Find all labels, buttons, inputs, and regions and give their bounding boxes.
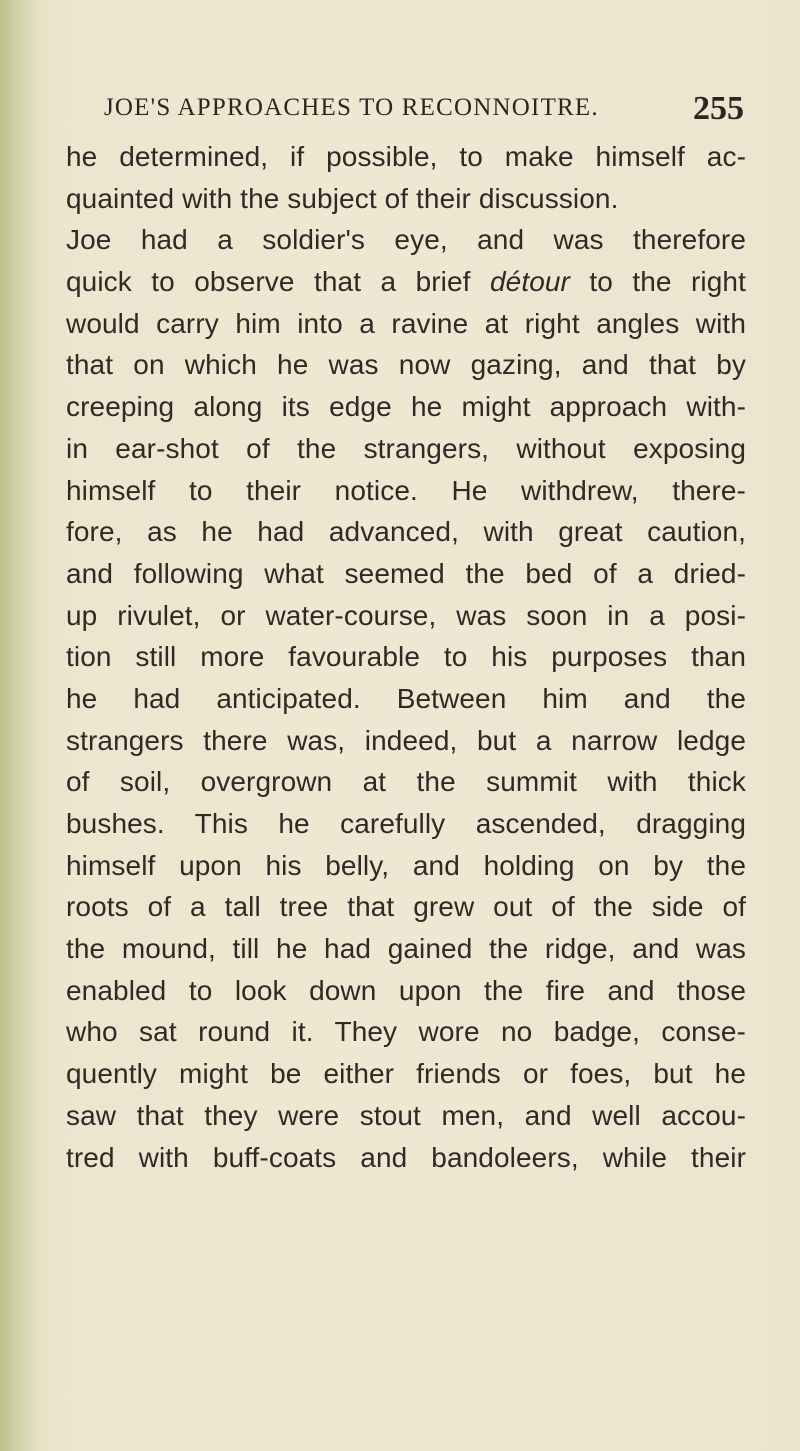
page-header — [104, 90, 744, 130]
text-line: bushes. This he carefully ascended, dragging — [66, 808, 746, 839]
text-line: he determined, if possible, to make himself ac- — [66, 141, 746, 172]
text-segment: to the right — [589, 266, 746, 298]
text-line: up rivulet, or water-course, was soon in a posi- — [66, 599, 746, 631]
italic-word: détour — [489, 266, 570, 298]
text-line: that on which he was now gazing, and that by — [66, 349, 746, 381]
text-line: enabled to look down upon the fire and those — [66, 974, 746, 1006]
text-line: himself to their notice. He withdrew, there- — [66, 474, 746, 506]
gutter-shadow — [0, 0, 40, 1451]
text-line: of soil, overgrown at the summit with thick — [66, 766, 746, 798]
text-line: he had anticipated. Between him and the — [66, 682, 746, 714]
text-line: who sat round it. They wore no badge, conse- — [66, 1016, 746, 1048]
text-line: quently might be either friends or foes, but he — [66, 1058, 746, 1090]
text-line: creeping along its edge he might approach with- — [66, 391, 746, 423]
text-line: tion still more favourable to his purposes than — [66, 641, 746, 673]
page-number: 255 — [693, 90, 744, 127]
text-line: himself upon his belly, and holding on by the — [66, 849, 746, 881]
text-segment: quick to observe that a brief — [66, 266, 471, 298]
text-line: strangers there was, indeed, but a narrow ledge — [66, 724, 746, 756]
text-line: saw that they were stout men, and well accou- — [66, 1099, 746, 1131]
text-line: quainted with the subject of their discussion. — [66, 182, 619, 214]
body-text — [66, 136, 746, 1178]
text-line: the mound, till he had gained the ridge, and was — [66, 933, 746, 965]
running-head: JOE'S APPROACHES TO RECONNOITRE. — [104, 94, 599, 121]
text-line: Joe had a soldier's eye, and was therefore — [66, 224, 746, 256]
text-line: tred with buff-coats and bandoleers, while their — [66, 1141, 746, 1173]
text-line: fore, as he had advanced, with great caution, — [66, 516, 746, 548]
text-line-with-italic — [66, 261, 746, 303]
text-line: and following what seemed the bed of a dried- — [66, 557, 746, 589]
text-line: would carry him into a ravine at right angles with — [66, 307, 746, 339]
text-line: roots of a tall tree that grew out of the side of — [66, 891, 746, 923]
text-line: in ear-shot of the strangers, without exposing — [66, 432, 746, 464]
